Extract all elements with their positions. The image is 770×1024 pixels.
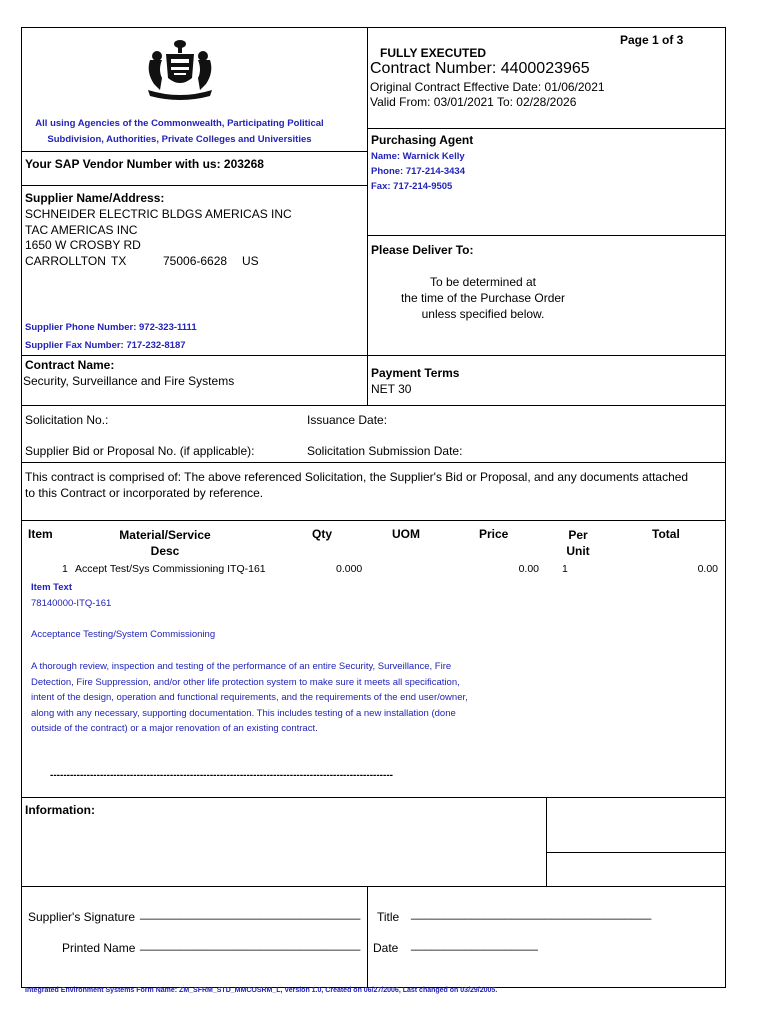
comprised-text: This contract is comprised of: The above referenced Solicitation, the Supplier's Bid or Proposal, and any documents attached to this Contract or incorporated by reference. bbox=[25, 470, 689, 500]
supplier-line3: 1650 W CROSBY RD bbox=[25, 238, 141, 252]
title-label: Title bbox=[377, 910, 400, 924]
col-header-price: Price bbox=[479, 527, 509, 541]
col-header-uom: UOM bbox=[392, 527, 420, 541]
divider bbox=[546, 852, 726, 853]
effective-date: Original Contract Effective Date: 01/06/2021 bbox=[370, 80, 605, 94]
divider bbox=[21, 355, 726, 356]
divider bbox=[21, 151, 367, 152]
supplier-bid-no: Supplier Bid or Proposal No. (if applicable): bbox=[25, 444, 255, 458]
item-description: A thorough review, inspection and testing of the performance of an entire Security, Surveillance, Fire Detection, Fire Suppression, and/or other life protection system to make sure it meets all specification, intent of the design, operation and functional requirements, and the requirements of the end user/owner, along with any necessary, supporting documentation. This includes testing of a new installation (done outside of the contract) or a major renovation of an existing contract. bbox=[31, 661, 468, 734]
row-price: 0.00 bbox=[518, 563, 539, 575]
divider bbox=[21, 185, 367, 186]
divider bbox=[21, 797, 726, 798]
form-footer: Integrated Environment Systems Form Name: ZM_SFRM_STD_MMCOSRM_L, Version 1.0, Created on 06/27/2006, Last changed on 03/29/2005. bbox=[25, 987, 498, 994]
contract-name-value: Security, Surveillance and Fire Systems bbox=[23, 374, 235, 388]
divider bbox=[367, 235, 726, 236]
col-header-qty: Qty bbox=[312, 527, 333, 541]
contract-name-label: Contract Name: bbox=[25, 358, 115, 372]
status-fully-executed: FULLY EXECUTED bbox=[380, 46, 487, 60]
page-number: Page 1 of 3 bbox=[620, 33, 684, 47]
item-text-label: Item Text bbox=[31, 582, 73, 593]
divider bbox=[21, 405, 726, 406]
col-header-desc: Material/Service Desc bbox=[119, 528, 211, 558]
supplier-zip: 75006-6628 bbox=[163, 254, 228, 268]
supplier-signature-line[interactable]: _________________________________ bbox=[140, 906, 361, 920]
agencies-text: All using Agencies of the Commonwealth, Participating Political Subdivision, Authorities, Private Colleges and Universities bbox=[35, 118, 324, 145]
supplier-country: US bbox=[242, 254, 259, 268]
divider bbox=[367, 128, 726, 129]
submission-date: Solicitation Submission Date: bbox=[307, 444, 463, 458]
col-header-per-unit: Per Unit bbox=[566, 528, 590, 558]
information-label: Information: bbox=[25, 803, 95, 817]
row-description: Accept Test/Sys Commissioning ITQ-161 bbox=[75, 563, 266, 575]
issuance-date: Issuance Date: bbox=[307, 413, 388, 427]
divider bbox=[21, 886, 726, 887]
supplier-phone: Supplier Phone Number: 972-323-1111 bbox=[25, 322, 197, 333]
frame-right bbox=[725, 27, 726, 988]
vendor-number: Your SAP Vendor Number with us: 203268 bbox=[25, 157, 264, 171]
commonwealth-seal-icon bbox=[140, 38, 220, 100]
date-label: Date bbox=[373, 941, 399, 955]
col-header-total: Total bbox=[652, 527, 680, 541]
valid-dates: Valid From: 03/01/2021 To: 02/28/2026 bbox=[370, 95, 577, 109]
supplier-city: CARROLLTON bbox=[25, 254, 106, 268]
row-item-number: 1 bbox=[62, 563, 68, 575]
contract-number: Contract Number: 4400023965 bbox=[370, 60, 590, 77]
col-header-item: Item bbox=[28, 527, 53, 541]
row-total: 0.00 bbox=[697, 563, 718, 575]
supplier-state: TX bbox=[111, 254, 127, 268]
divider bbox=[21, 462, 726, 463]
agent-fax: Fax: 717-214-9505 bbox=[371, 181, 453, 192]
supplier-heading: Supplier Name/Address: bbox=[25, 191, 165, 205]
date-line[interactable]: ___________________ bbox=[411, 937, 538, 951]
deliver-text: To be determined at the time of the Purchase Order unless specified below. bbox=[400, 275, 566, 321]
title-line[interactable]: ____________________________________ bbox=[411, 906, 652, 920]
purchasing-agent-heading: Purchasing Agent bbox=[371, 133, 474, 147]
solicitation-no: Solicitation No.: bbox=[25, 413, 109, 427]
agent-phone: Phone: 717-214-3434 bbox=[371, 166, 465, 177]
deliver-heading: Please Deliver To: bbox=[371, 243, 474, 257]
separator-line: ------------------------------------------------------------------------------------------------------- bbox=[50, 770, 393, 781]
supplier-line1: SCHNEIDER ELECTRIC BLDGS AMERICAS INC bbox=[25, 207, 292, 221]
row-qty: 0.000 bbox=[336, 563, 363, 575]
frame-left bbox=[21, 27, 22, 988]
divider bbox=[21, 520, 726, 521]
item-code: 78140000-ITQ-161 bbox=[31, 598, 112, 609]
frame-top bbox=[21, 27, 726, 28]
divider-vertical-top bbox=[367, 27, 368, 405]
supplier-fax: Supplier Fax Number: 717-232-8187 bbox=[25, 340, 186, 351]
printed-name-line[interactable]: _________________________________ bbox=[140, 937, 361, 951]
supplier-signature-label: Supplier's Signature bbox=[28, 910, 136, 924]
row-per-unit: 1 bbox=[562, 563, 568, 575]
payment-terms-label: Payment Terms bbox=[371, 366, 460, 380]
item-title: Acceptance Testing/System Commissioning bbox=[31, 629, 216, 640]
printed-name-label: Printed Name bbox=[62, 941, 136, 955]
divider-info bbox=[546, 797, 547, 887]
agent-name: Name: Warnick Kelly bbox=[371, 151, 465, 162]
payment-terms-value: NET 30 bbox=[371, 382, 412, 396]
supplier-line2: TAC AMERICAS INC bbox=[25, 223, 138, 237]
divider-signature bbox=[367, 886, 368, 987]
